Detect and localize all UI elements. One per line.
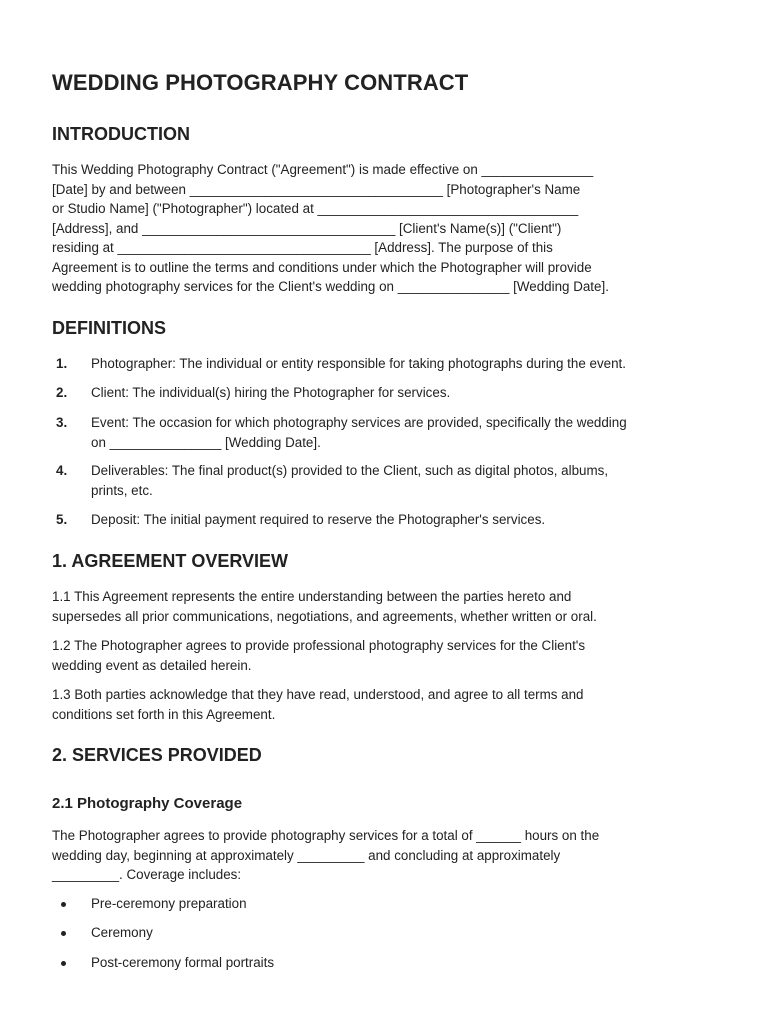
definition-number: 4.	[56, 463, 68, 478]
intro-line: [Date] by and between __________________________________ [Photographer's Name	[52, 181, 581, 197]
paragraph-line: 1.3 Both parties acknowledge that they have read, understood, and agree to all terms and	[52, 687, 584, 702]
services-provided-heading: 2. SERVICES PROVIDED	[52, 745, 262, 765]
definition-text	[91, 383, 716, 403]
definition-line: Deliverables: The final product(s) provided to the Client, such as digital photos, albums,	[91, 463, 609, 478]
paragraph-line: wedding event as detailed herein.	[52, 657, 252, 673]
definitions-heading: DEFINITIONS	[52, 318, 167, 338]
intro-line: Agreement is to outline the terms and conditions under which the Photographer will provide	[52, 259, 592, 275]
paragraph-line: 1.2 The Photographer agrees to provide professional photography services for the Client's	[52, 638, 586, 653]
bullet-dot	[61, 961, 66, 966]
definition-line: Event: The occasion for which photography services are provided, specifically the wedding	[91, 415, 627, 430]
definition-line: on _______________ [Wedding Date].	[91, 434, 321, 450]
definition-number: 5.	[56, 512, 68, 527]
paragraph-line: wedding day, beginning at approximately _________ and concluding at approximately	[52, 847, 561, 863]
definition-text	[91, 354, 716, 374]
definition-line: Deposit: The initial payment required to reserve the Photographer's services.	[91, 512, 546, 527]
definition-number: 1.	[56, 356, 68, 371]
definition-line: prints, etc.	[91, 482, 153, 498]
definition-text	[91, 461, 716, 500]
paragraph-line: conditions set forth in this Agreement.	[52, 706, 276, 722]
bullet-text: Pre-ceremony preparation	[91, 896, 247, 911]
intro-line: wedding photography services for the Client's wedding on _______________ [Wedding Date].	[52, 279, 609, 294]
agreement-paragraph-1-3	[52, 685, 722, 724]
agreement-paragraph-1-2	[52, 636, 722, 675]
definition-text	[91, 413, 716, 452]
bullet-text: Post-ceremony formal portraits	[91, 955, 275, 970]
definition-text	[91, 510, 716, 530]
agreement-overview-heading: 1. AGREEMENT OVERVIEW	[52, 551, 289, 571]
definition-line: Photographer: The individual or entity responsible for taking photographs during the event.	[91, 356, 626, 371]
introduction-heading: INTRODUCTION	[52, 124, 190, 144]
definition-line: Client: The individual(s) hiring the Photographer for services.	[91, 385, 451, 400]
bullet-text: Ceremony	[91, 925, 153, 940]
paragraph-line: The Photographer agrees to provide photography services for a total of ______ hours on the	[52, 828, 600, 843]
bullet-dot	[61, 902, 66, 907]
intro-line: residing at __________________________________ [Address]. The purpose of this	[52, 240, 553, 255]
document-title: WEDDING PHOTOGRAPHY CONTRACT	[52, 70, 469, 95]
paragraph-line: _________. Coverage includes:	[52, 867, 242, 882]
photography-coverage-heading: 2.1 Photography Coverage	[52, 795, 243, 812]
intro-line: This Wedding Photography Contract ("Agreement") is made effective on _______________	[52, 162, 594, 177]
agreement-paragraph-1-1	[52, 587, 722, 626]
coverage-paragraph	[52, 826, 722, 885]
paragraph-line: 1.1 This Agreement represents the entire understanding between the parties hereto and	[52, 589, 572, 604]
definition-number: 2.	[56, 385, 68, 400]
bullet-dot	[61, 931, 66, 936]
introduction-paragraph	[52, 160, 722, 297]
paragraph-line: supersedes all prior communications, negotiations, and agreements, whether written or oral.	[52, 608, 597, 624]
definition-number: 3.	[56, 415, 68, 430]
intro-line: or Studio Name] ("Photographer") located at ___________________________________	[52, 201, 579, 216]
intro-line: [Address], and __________________________________ [Client's Name(s)] ("Client")	[52, 220, 562, 236]
